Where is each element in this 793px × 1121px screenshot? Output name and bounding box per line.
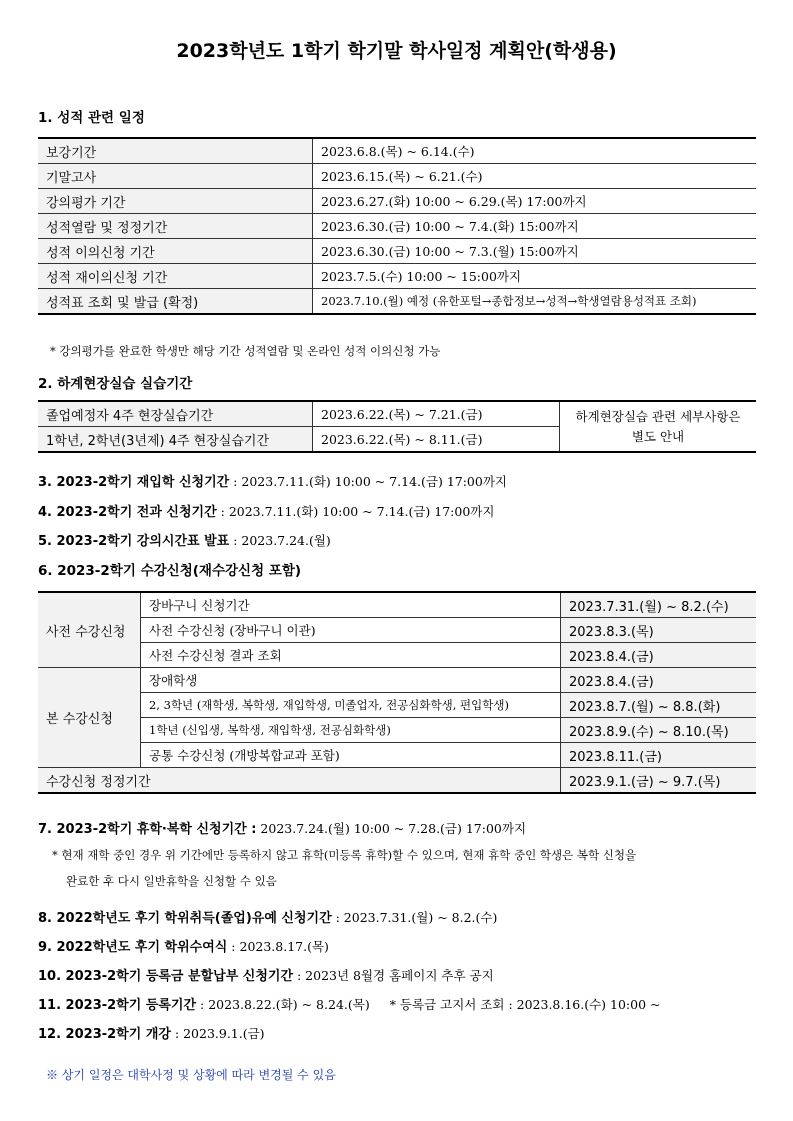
row-value: 2023.7.31.(월) ~ 8.2.(수) xyxy=(561,592,757,618)
row-label: 2, 3학년 (재학생, 복학생, 재입학생, 미졸업자, 전공심화학생, 편입학생) xyxy=(141,693,561,718)
row-value: 2023.6.15.(목) ~ 6.21.(수) xyxy=(313,164,757,189)
section-5 xyxy=(38,530,331,549)
row-label: 1학년, 2학년(3년제) 4주 현장실습기간 xyxy=(38,427,313,453)
section-11-heading: 11. 2023-2학기 등록기간 xyxy=(38,998,197,1013)
row-label: 사전 수강신청 결과 조회 xyxy=(141,643,561,668)
table-row xyxy=(38,768,756,794)
row-value: 2023.8.3.(목) xyxy=(561,618,757,643)
table-row xyxy=(38,214,756,239)
main-registration-group: 본 수강신청 xyxy=(38,668,141,768)
section-7 xyxy=(38,818,526,837)
tuition-bill-note: * 등록금 고지서 조회 : 2023.8.16.(수) 10:00 ~ xyxy=(389,997,661,1012)
section-4-text: : 2023.7.11.(화) 10:00 ~ 7.14.(금) 17:00까지 xyxy=(216,504,495,519)
section-11-text: : 2023.8.22.(화) ~ 8.24.(목) xyxy=(196,997,370,1012)
course-evaluation-note: * 강의평가를 완료한 학생만 해당 기간 성적열람 및 온라인 성적 이의신청 가능 xyxy=(50,344,441,358)
row-value: 2023.6.27.(화) 10:00 ~ 6.29.(목) 17:00까지 xyxy=(313,189,757,214)
row-label: 사전 수강신청 (장바구니 이관) xyxy=(141,618,561,643)
row-label: 강의평가 기간 xyxy=(38,189,313,214)
section-5-heading: 5. 2023-2학기 강의시간표 발표 xyxy=(38,534,230,549)
row-label: 장바구니 신청기간 xyxy=(141,592,561,618)
grades-schedule-table xyxy=(38,137,756,315)
row-value: 2023.7.5.(수) 10:00 ~ 15:00까지 xyxy=(313,264,757,289)
section-11 xyxy=(38,994,661,1013)
section-6-heading: 6. 2023-2학기 수강신청(재수강신청 포함) xyxy=(38,563,302,579)
row-value: 2023.7.10.(월) 예정 (유한포털→종합정보→성적→학생열람용성적표 조회) xyxy=(313,289,757,315)
row-label: 기말고사 xyxy=(38,164,313,189)
row-value: 2023.8.4.(금) xyxy=(561,668,757,693)
table-row xyxy=(38,189,756,214)
section-7-text: 2023.7.24.(월) 10:00 ~ 7.28.(금) 17:00까지 xyxy=(256,821,527,836)
section-7-heading: 7. 2023-2학기 휴학·복학 신청기간 : xyxy=(38,822,257,837)
row-value: 2023.6.22.(목) ~ 8.11.(금) xyxy=(313,427,560,453)
section-9 xyxy=(38,936,329,955)
course-registration-table xyxy=(38,591,756,794)
section-2-heading: 2. 하계현장실습 실습기간 xyxy=(38,376,193,392)
section-4-heading: 4. 2023-2학기 전과 신청기간 xyxy=(38,505,217,520)
table-row xyxy=(38,718,756,743)
table-row xyxy=(38,239,756,264)
row-label: 성적표 조회 및 발급 (확정) xyxy=(38,289,313,315)
pre-registration-group: 사전 수강신청 xyxy=(38,592,141,668)
table-row xyxy=(38,693,756,718)
section-3 xyxy=(38,471,507,490)
section-12 xyxy=(38,1023,265,1042)
field-training-table xyxy=(38,400,756,453)
leave-note-line-2: 완료한 후 다시 일반휴학을 신청할 수 있음 xyxy=(66,874,277,888)
table-row xyxy=(38,289,756,315)
section-8-heading: 8. 2022학년도 후기 학위취득(졸업)유예 신청기간 xyxy=(38,911,332,926)
row-value: 2023.8.11.(금) xyxy=(561,743,757,768)
row-label: 성적 이의신청 기간 xyxy=(38,239,313,264)
section-8-text: : 2023.7.31.(월) ~ 8.2.(수) xyxy=(331,910,498,925)
section-8 xyxy=(38,907,497,926)
section-10-text: : 2023년 8월경 홈페이지 추후 공지 xyxy=(293,968,494,983)
section-9-text: : 2023.8.17.(목) xyxy=(227,939,329,954)
section-9-heading: 9. 2022학년도 후기 학위수여식 xyxy=(38,940,228,955)
row-label: 성적열람 및 정정기간 xyxy=(38,214,313,239)
row-label: 성적 재이의신청 기간 xyxy=(38,264,313,289)
table-row xyxy=(38,668,756,693)
row-value: 2023.8.7.(월) ~ 8.8.(화) xyxy=(561,693,757,718)
row-value: 2023.6.8.(목) ~ 6.14.(수) xyxy=(313,138,757,164)
row-value: 2023.6.22.(목) ~ 7.21.(금) xyxy=(313,401,560,427)
table-row xyxy=(38,643,756,668)
row-label: 보강기간 xyxy=(38,138,313,164)
row-value: 2023.6.30.(금) 10:00 ~ 7.4.(화) 15:00까지 xyxy=(313,214,757,239)
section-5-text: : 2023.7.24.(월) xyxy=(229,533,331,548)
row-label: 장애학생 xyxy=(141,668,561,693)
table-row xyxy=(38,592,756,618)
page-title: 2023학년도 1학기 학기말 학사일정 계획안(학생용) xyxy=(176,40,617,62)
section-4 xyxy=(38,501,494,520)
table-row xyxy=(38,138,756,164)
section-10-heading: 10. 2023-2학기 등록금 분할납부 신청기간 xyxy=(38,969,294,984)
correction-period-value: 2023.9.1.(금) ~ 9.7.(목) xyxy=(561,768,757,794)
section-1-heading: 1. 성적 관련 일정 xyxy=(38,110,145,126)
table-row xyxy=(38,164,756,189)
table-row xyxy=(38,743,756,768)
leave-note-line-1: * 현재 재학 중인 경우 위 기간에만 등록하지 않고 휴학(미등록 휴학)할 수 있으며, 현재 휴학 중인 학생은 복학 신청을 xyxy=(52,848,637,862)
row-label: 졸업예정자 4주 현장실습기간 xyxy=(38,401,313,427)
row-label: 공통 수강신청 (개방복합교과 포함) xyxy=(141,743,561,768)
table-row xyxy=(38,618,756,643)
field-training-note: 하계현장실습 관련 세부사항은 별도 안내 xyxy=(560,401,757,452)
table-row xyxy=(38,401,756,427)
row-value: 2023.6.30.(금) 10:00 ~ 7.3.(월) 15:00까지 xyxy=(313,239,757,264)
section-10 xyxy=(38,965,494,984)
row-value: 2023.8.9.(수) ~ 8.10.(목) xyxy=(561,718,757,743)
row-label: 1학년 (신입생, 복학생, 재입학생, 전공심화학생) xyxy=(141,718,561,743)
section-12-heading: 12. 2023-2학기 개강 xyxy=(38,1027,171,1042)
row-value: 2023.8.4.(금) xyxy=(561,643,757,668)
section-12-text: : 2023.9.1.(금) xyxy=(170,1026,265,1041)
section-3-text: : 2023.7.11.(화) 10:00 ~ 7.14.(금) 17:00까지 xyxy=(229,474,507,489)
table-row xyxy=(38,264,756,289)
section-3-heading: 3. 2023-2학기 재입학 신청기간 xyxy=(38,475,230,490)
correction-period-label: 수강신청 정정기간 xyxy=(38,768,561,794)
schedule-change-notice: ※ 상기 일정은 대학사정 및 상황에 따라 변경될 수 있음 xyxy=(46,1068,336,1082)
